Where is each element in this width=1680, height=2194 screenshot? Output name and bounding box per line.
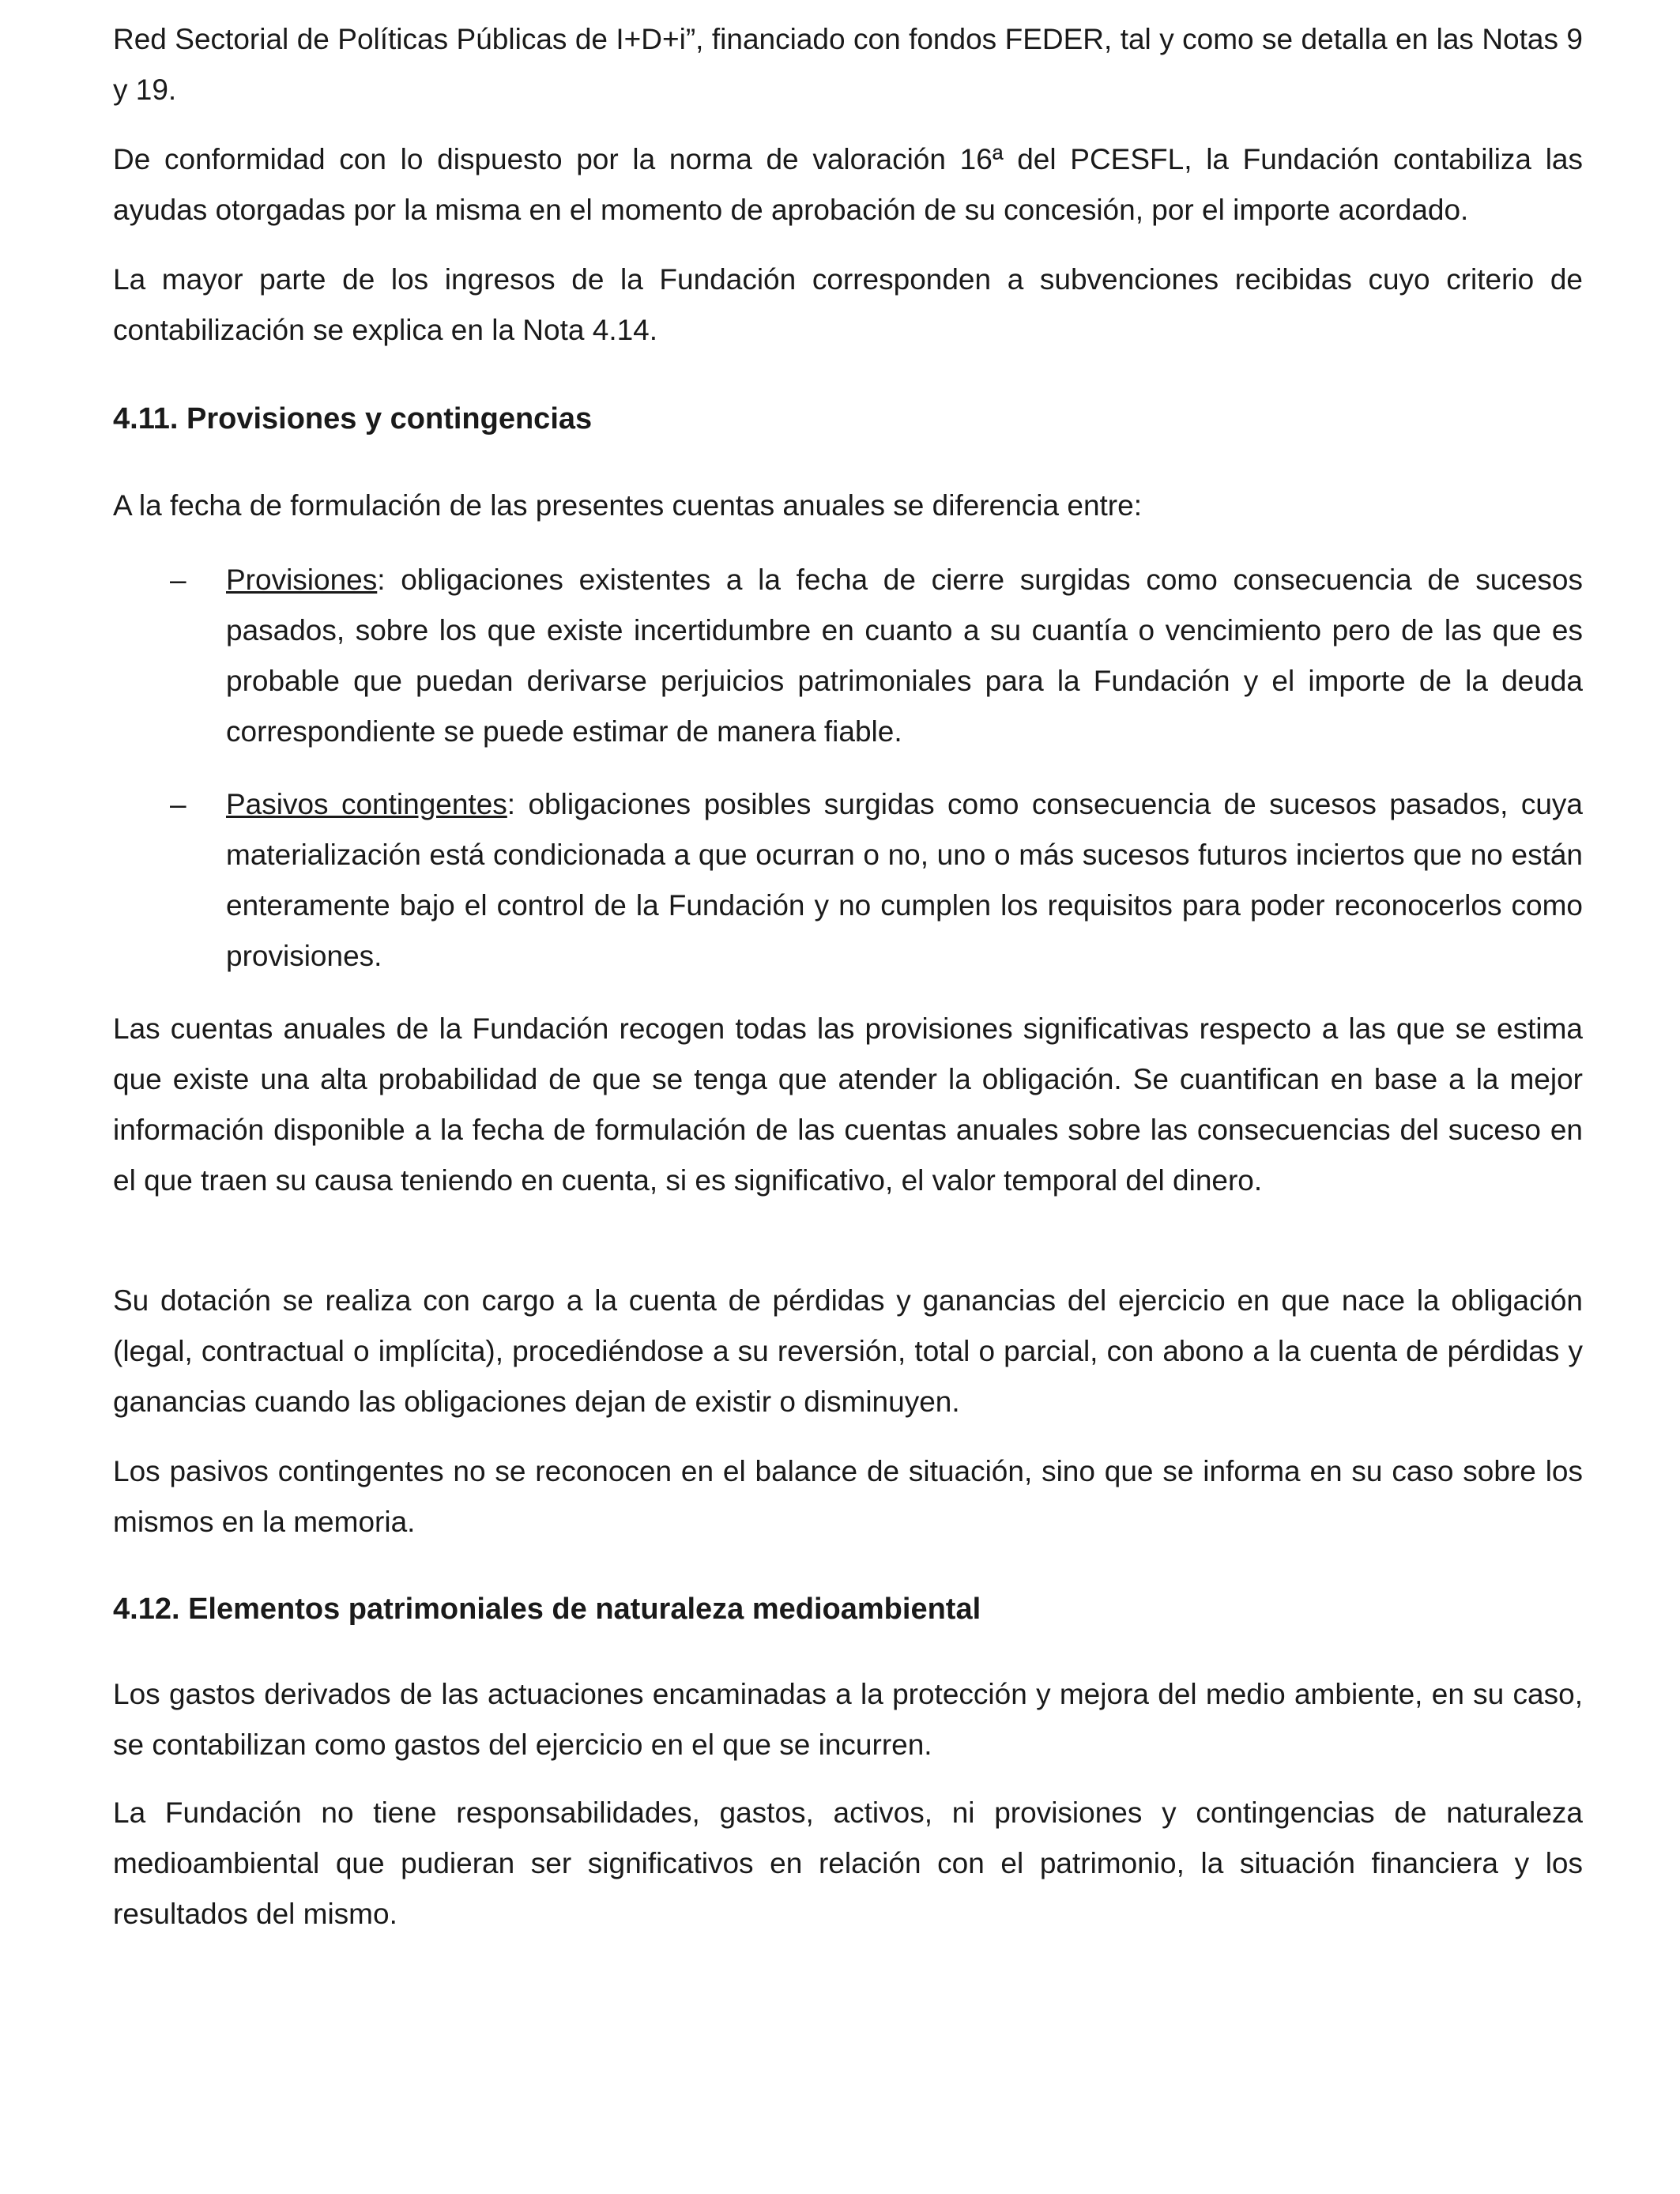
paragraph: La mayor parte de los ingresos de la Fundación corresponden a subvenciones recibidas cuyo criterio de contabilización se explica en la Nota 4.14. [113, 263, 1583, 346]
dash-bullet: – [170, 788, 186, 820]
defined-term: Pasivos contingentes [226, 788, 507, 820]
defined-term: Provisiones [226, 564, 378, 596]
paragraph: Los pasivos contingentes no se reconocen en el balance de situación, sino que se informa en su caso sobre los mismos en la memoria. [113, 1455, 1583, 1538]
paragraph: Red Sectorial de Políticas Públicas de I+D+i”, financiado con fondos FEDER, tal y como se detalla en las Notas 9 y 19. [113, 23, 1583, 106]
paragraph: La Fundación no tiene responsabilidades, gastos, activos, ni provisiones y contingencias de naturaleza medioambiental que pudieran ser significativos en relación con el patrimonio, la situación financiera y los resultados del mismo. [113, 1796, 1583, 1930]
paragraph: Las cuentas anuales de la Fundación recogen todas las provisiones significativas respecto a las que se estima que existe una alta probabilidad de que se tenga que atender la obligación. Se cuantifican en base a la mejor información disponible a la fecha de formulación de las cuentas anuales sobre las consecuencias del suceso en el que traen su causa teniendo en cuenta, si es significativo, el valor temporal del dinero. [113, 1012, 1583, 1197]
paragraph: Su dotación se realiza con cargo a la cuenta de pérdidas y ganancias del ejercicio en que nace la obligación (legal, contractual o implícita), procediéndose a su reversión, total o parcial, con abono a la cuenta de pérdidas y ganancias cuando las obligaciones dejan de existir o disminuyen. [113, 1284, 1583, 1418]
list-item-text [226, 555, 1583, 757]
section-heading: 4.12. Elementos patrimoniales de naturaleza medioambiental [113, 1593, 981, 1626]
definition-text: : obligaciones existentes a la fecha de cierre surgidas como consecuencia de sucesos pasados, sobre los que existe incertidumbre en cuanto a su cuantía o vencimiento pero de las que es probable que puedan derivarse perjuicios patrimoniales para la Fundación y el importe de la deuda correspondiente se puede estimar de manera fiable. [226, 564, 1583, 748]
dash-bullet: – [170, 564, 186, 596]
section-heading: 4.11. Provisiones y contingencias [113, 402, 593, 435]
paragraph: De conformidad con lo dispuesto por la norma de valoración 16ª del PCESFL, la Fundación contabiliza las ayudas otorgadas por la misma en el momento de aprobación de su concesión, por el importe acordado. [113, 143, 1583, 226]
definition-text: : obligaciones posibles surgidas como consecuencia de sucesos pasados, cuya materialización está condicionada a que ocurran o no, uno o más sucesos futuros inciertos que no están enteramente bajo el control de la Fundación y no cumplen los requisitos para poder reconocerlos como provisiones. [226, 788, 1583, 972]
paragraph: A la fecha de formulación de las presentes cuentas anuales se diferencia entre: [113, 489, 1142, 522]
paragraph: Los gastos derivados de las actuaciones encaminadas a la protección y mejora del medio ambiente, en su caso, se contabilizan como gastos del ejercicio en el que se incurren. [113, 1678, 1583, 1761]
list-item-text [226, 779, 1583, 982]
